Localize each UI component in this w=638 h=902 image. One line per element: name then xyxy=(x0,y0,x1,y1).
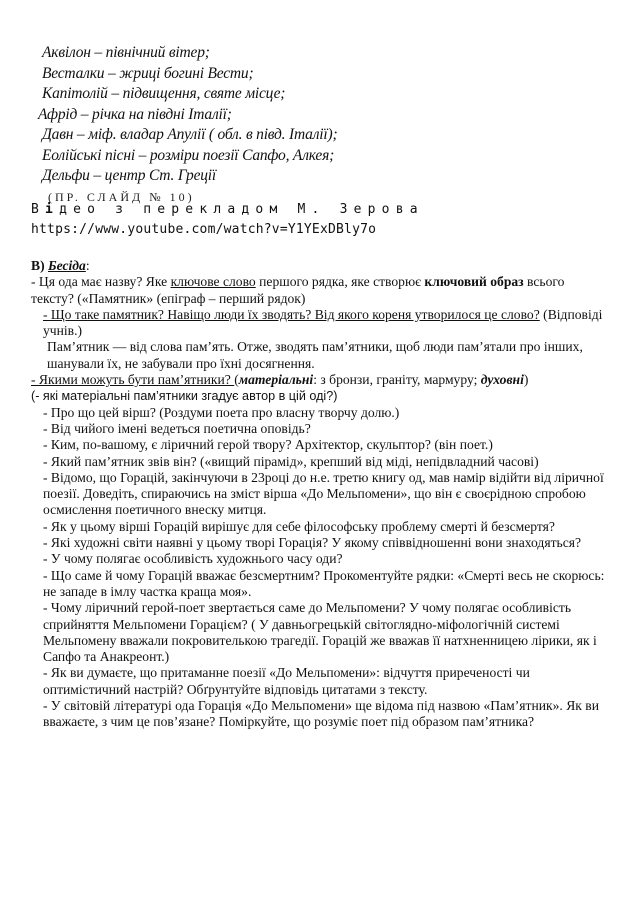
video-heading-i: і xyxy=(45,202,60,217)
question-item: - Як у цьому вірші Горацій вирішує для себе філософську проблему смерті й безсмертя? xyxy=(43,518,555,534)
glossary-item: Дельфи – центр Ст. Греції xyxy=(42,167,217,184)
paragraph-material-question: (- які матеріальні пам’ятники згадує автор в цій оді?) xyxy=(31,389,338,404)
text-span: ( xyxy=(234,372,239,388)
video-heading-prefix: В xyxy=(31,202,46,217)
keyword-underlined: ключове слово xyxy=(170,274,256,290)
question-item: - У чому полягає особливість художнього часу оди? xyxy=(43,551,343,567)
question-item: - У світовій літературі ода Горація «До Мельпомени» ще відома під назвою «Пам’ятник». Як ви вважаєте, з чим це пов’язане? Поміркуйте, що розуміє поет під образом пам’ятника? xyxy=(43,698,599,730)
question-item: - Що саме й чому Горацій вважає безсмертним? Прокоментуйте рядки: «Смерті весь не скорюсь: не западе в імлу частка краща моя». xyxy=(43,567,605,599)
video-link[interactable]: https://www.youtube.com/watch?v=Y1YExDBly7o xyxy=(31,222,377,237)
question-item: - Які художні світи наявні у цьому творі Горація? У якому співвідношенні вони знаходяться? xyxy=(43,535,582,551)
underlined-question: - Що таке памятник? Навіщо люди їх зводять? Від якого кореня утворилося це слово? xyxy=(43,306,540,322)
key-image-bold: ключовий образ xyxy=(424,274,524,290)
text-span: всього тексту? («Памятник» (епіграф – перший рядок) xyxy=(31,274,565,306)
spiritual-term: духовні xyxy=(480,372,524,388)
question-item: - Відомо, що Горацій, закінчуючи в 23році до н.е. третю книгу од, мав намір відійти від ліричної поезії. Доведіть, спираючись на зміст вірша «До Мельпомени», що він є своєрідною спробою осмислення поетичного внеску митця. xyxy=(43,469,604,518)
glossary-item: Афрід – річка на півдні Італії; xyxy=(38,105,232,123)
video-heading xyxy=(31,202,424,217)
text-span: - Ця ода має назву? Яке xyxy=(31,274,171,290)
question-item: - Ким, по-вашому, є ліричний герой твору? Архітектор, скульптор? (він поет.) xyxy=(43,437,493,453)
glossary-item: Весталки – жриці богині Вести; xyxy=(42,64,254,82)
section-heading xyxy=(31,258,606,274)
section-title: Бесіда xyxy=(48,258,86,273)
section-label: В) xyxy=(31,258,45,273)
question-item: - Чому ліричний герой-поет звертається саме до Мельпомени? У чому полягає особливість сприйняття Мельпомени Горацієм? ( У давньогрецькій світоглядно-міфологічній системі Мельпомену вважали покровителькою трагедії. Горацій же вважав її натхненницею лірики, як і Сапфо та Анакреонт.) xyxy=(43,600,597,665)
slide-note: (ПР. СЛАЙД № 10) xyxy=(48,189,195,204)
glossary-item: Давн – міф. владар Апулії ( обл. в півд. Італії); xyxy=(42,126,338,143)
question-item: - Про що цей вірш? (Роздуми поета про власну творчу долю.) xyxy=(43,404,400,420)
glossary-item: Аквілон – північний вітер; xyxy=(42,44,210,61)
conversation-section xyxy=(31,258,606,731)
text-span: : з бронзи, граніту, мармуру; xyxy=(313,372,481,388)
glossary-list xyxy=(38,43,598,207)
section-colon: : xyxy=(85,258,90,273)
video-heading-rest: део з перекладом М. Зерова xyxy=(59,202,424,217)
paragraph-question-title xyxy=(31,274,606,307)
paragraph-monument-types xyxy=(31,372,606,388)
text-span: (Відповіді учнів.) xyxy=(43,306,603,339)
underlined-question: - Якими можуть бути пам’ятники? xyxy=(31,372,235,388)
glossary-item: Капітолій – підвищення, святе місце; xyxy=(42,85,286,102)
text-span: ) xyxy=(523,372,529,388)
question-item: - Який пам’ятник звів він? («вищий пірамід», крепший від міді, непідвладний часові) xyxy=(43,453,539,469)
question-item: - Від чийого імені ведеться поетична оповідь? xyxy=(43,420,311,436)
paragraph-monument-definition: Пам’ятник — від слова пам’ять. Отже, зводять пам’ятники, щоб люди пам’ятали про інших, шанували їх, не забували про їхні досягнення. xyxy=(47,339,583,371)
material-term: матеріальні xyxy=(238,372,314,388)
text-span: першого рядка, яке створює xyxy=(255,274,425,290)
question-item: - Як ви думаєте, що притаманне поезії «До Мельпомени»: відчуття приреченості чи оптимістичний настрій? Обґрунтуйте відповідь цитатами з тексту. xyxy=(43,665,530,697)
glossary-item: Еолійські пісні – розміри поезії Сапфо, Алкея; xyxy=(42,146,335,164)
paragraph-monument-question xyxy=(31,307,606,340)
